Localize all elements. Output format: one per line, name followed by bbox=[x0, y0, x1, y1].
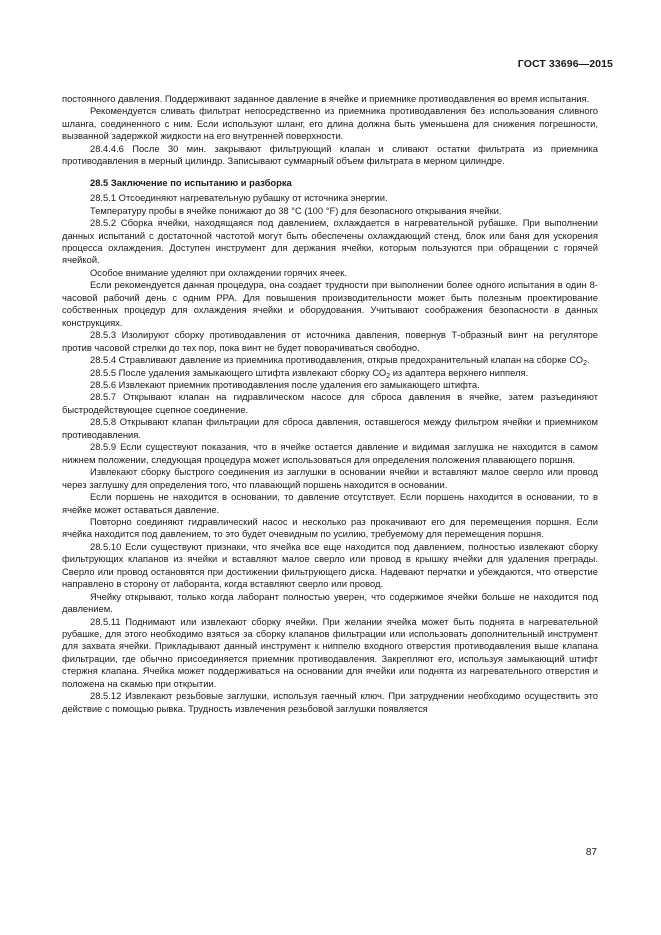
paragraph: 28.5.12 Извлекают резьбовые заглушки, используя гаечный ключ. При затруднении необходимо осуществить это действие с помощью рывка. Трудность извлечения резьбовой заглушки появляется bbox=[62, 690, 598, 714]
paragraph: Извлекают сборку быстрого соединения из заглушки в основании ячейки и вставляют малое сверло или провод через заглушку для определения того, что плавающий поршень находится в основании. bbox=[62, 466, 598, 490]
document-header: ГОСТ 33696—2015 bbox=[517, 58, 613, 70]
text-run: из адаптера верхнего ниппеля. bbox=[390, 366, 529, 378]
paragraph: 28.5.2 Сборка ячейки, находящаяся под давлением, охлаждается в нагревательной рубашке. При выполнении данных испытаний с достаточной частотой могут быть обеспечены охлаждающий стенд, блок или баня для ускорения процесса охлаждения. Доступен инструмент для держания ячейки, которым пользуются при обращении с горячей ячейкой. bbox=[62, 217, 598, 266]
text-run: . bbox=[587, 354, 590, 366]
paragraph: Температуру пробы в ячейке понижают до 38 °С (100 °F) для безопасного открывания ячейки. bbox=[90, 204, 502, 216]
text-run: 28.5.5 После удаления замыкающего штифта извлекают сборку СО bbox=[90, 366, 387, 378]
page-body bbox=[62, 93, 598, 715]
paragraph: Если рекомендуется данная процедура, она создает трудности при выполнении более одного испытания в один 8-часовой рабочий день с одним РРА. Для повышения производительности может быть полезным проектирование собственных процедур для охлаждения ячейки и оборудования. Учитывают соображения безопасности в данных конструкциях. bbox=[62, 279, 598, 328]
page-number: 87 bbox=[585, 847, 597, 858]
paragraph: Особое внимание уделяют при охлаждении горячих ячеек. bbox=[90, 266, 347, 278]
paragraph: 28.5.10 Если существуют признаки, что ячейка все еще находится под давлением, полностью извлекают сборку фильтрующих клапанов из ячейки и вставляют малое сверло или провод в крышку ячейки для удаления преграды. Сверло или провод остановятся при достижении фильтрующего диска. Надевают перчатки и убеждаются, что отверстие направлено в сторону от лаборанта, когда вставляют сверло или провод. bbox=[62, 540, 598, 590]
text-run: 28.5.4 Стравливают давление из приемника противодавления, открыв предохранительный клапан на сборке СО bbox=[90, 354, 584, 366]
section-heading: 28.5 Заключение по испытанию и разборка bbox=[90, 176, 292, 188]
paragraph bbox=[62, 367, 598, 379]
paragraph: Ячейку открывают, только когда лаборант полностью уверен, что содержимое ячейки больше не находится под давлением. bbox=[62, 590, 598, 615]
paragraph: Рекомендуется сливать фильтрат непосредственно из приемника противодавления без использования сливного шланга, соединенного с ним. Если используют шланг, его длина должна быть уменьшена для снижения погрешности, вызванной задержкой жидкости на его внутренней поверхности. bbox=[62, 105, 598, 142]
paragraph: 28.5.6 Извлекают приемник противодавления после удаления его замыкающего штифта. bbox=[90, 378, 480, 390]
paragraph: 28.5.1 Отсоединяют нагревательную рубашку от источника энергии. bbox=[90, 192, 388, 204]
paragraph: 28.5.3 Изолируют сборку противодавления от источника давления, повернув Т-образный винт на регуляторе против часовой стрелки до тех пор, пока винт не будет поворачиваться свободно. bbox=[62, 329, 598, 353]
subscript: 2 bbox=[386, 372, 391, 380]
paragraph: 28.5.11 Поднимают или извлекают сборку ячейки. При желании ячейка может быть поднята в нагревательной рубашке, для этого необходимо взяться за сборку клапанов фильтрации или использовать дополнительный инструмент для захвата ячейки. Прикладывают данный инструмент к ниппелю входного отверстия противодавления выше клапана фильтрации, где обычно присоединяется приемник противодавления. Закрепляют его, используя замыкающий штифт стержня клапана. Ячейка может поддерживаться на основании для ячейки или поднята из нагревательного отверстия и положена на скамью при открытии. bbox=[62, 615, 598, 689]
paragraph bbox=[62, 354, 598, 366]
paragraph: Если поршень не находится в основании, то давление отсутствует. Если поршень находится в основании, то в ячейке может оставаться давление. bbox=[62, 491, 598, 515]
subscript: 2 bbox=[583, 360, 588, 368]
paragraph: постоянного давления. Поддерживают заданное давление в ячейке и приемнике противодавления во время испытания. bbox=[62, 93, 590, 104]
paragraph: 28.5.7 Открывают клапан на гидравлическом насосе для сброса давления в ячейке, затем разъединяют быстродействующее сцепное соединение. bbox=[62, 391, 598, 415]
paragraph: Повторно соединяют гидравлический насос и несколько раз прокачивают его для перемещения поршня. Если ячейка находится под давлением, то это будет очевидным по усилию, требуемому для перемещения поршня. bbox=[62, 515, 598, 540]
paragraph: 28.4.4.6 После 30 мин. закрывают фильтрующий клапан и сливают остатки фильтрата из приемника противодавления в мерный цилиндр. Записывают суммарный объем фильтрата в мерном цилиндре. bbox=[62, 142, 598, 167]
paragraph: 28.5.8 Открывают клапан фильтрации для сброса давления, оставшегося между фильтром ячейки и приемником противодавления. bbox=[62, 416, 598, 440]
paragraph: 28.5.9 Если существуют показания, что в ячейке остается давление и видимая заглушка не находится в самом нижнем положении, следующая процедура может использоваться для определения положения плавающего поршня. bbox=[62, 441, 598, 465]
